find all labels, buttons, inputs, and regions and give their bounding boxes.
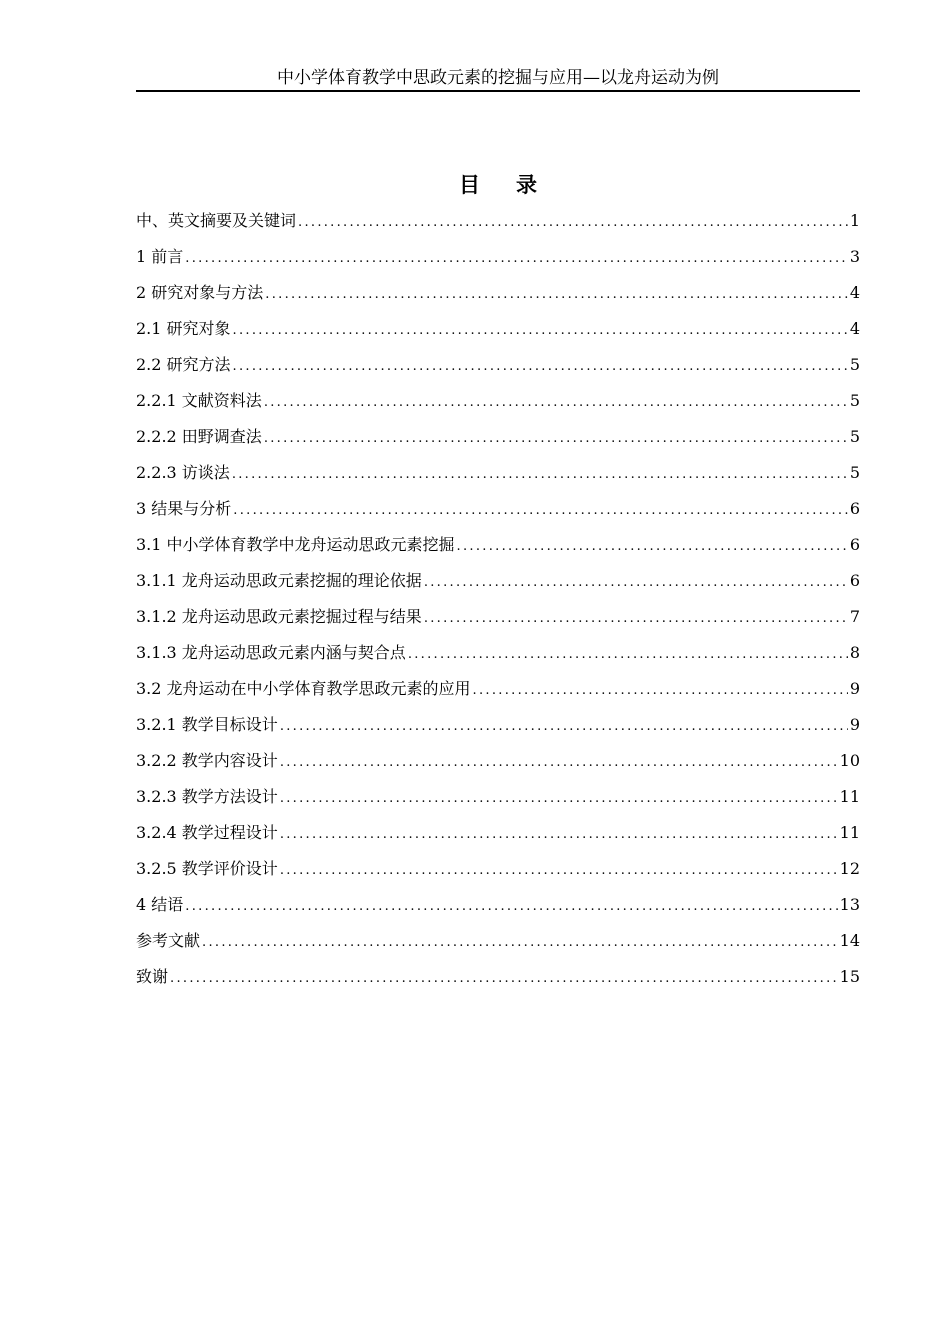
toc-entry[interactable]: [136, 349, 860, 385]
toc-entry-number: 2: [136, 283, 152, 302]
toc-entry[interactable]: [136, 529, 860, 565]
toc-entry-page-number: 8: [849, 643, 860, 662]
toc-entry[interactable]: [136, 961, 860, 997]
toc-dot-leader: [457, 534, 848, 560]
toc-entry-page-number: 6: [849, 571, 860, 590]
toc-entry[interactable]: [136, 421, 860, 457]
toc-entry-title: 中、英文摘要及关键词: [136, 211, 297, 230]
toc-entry-page-number: 10: [839, 751, 860, 770]
toc-entry-page-number: 14: [839, 931, 860, 950]
toc-entry-title: 研究对象: [166, 319, 231, 338]
toc-entry-page-number: 5: [849, 463, 860, 482]
toc-dot-leader: [185, 894, 837, 920]
toc-entry-number: 3.1: [136, 535, 167, 554]
toc-dot-leader: [202, 930, 838, 956]
toc-entry-number: 2.2: [136, 355, 167, 374]
toc-dot-leader: [232, 462, 848, 488]
toc-entry-title: 中小学体育教学中龙舟运动思政元素挖掘: [166, 535, 455, 554]
toc-entry-title: 龙舟运动在中小学体育教学思政元素的应用: [166, 679, 471, 698]
toc-dot-leader: [280, 786, 838, 812]
toc-dot-leader: [233, 354, 848, 380]
toc-dot-leader: [424, 570, 848, 596]
toc-entry[interactable]: [136, 853, 860, 889]
toc-entry-number: 3.2.2: [136, 751, 182, 770]
toc-entry-page-number: 4: [849, 283, 860, 302]
toc-entry-title: 访谈法: [181, 463, 230, 482]
toc-dot-leader: [280, 858, 838, 884]
toc-entry-number: 3.2.5: [136, 859, 182, 878]
toc-dot-leader: [264, 426, 848, 452]
toc-entry-page-number: 5: [849, 391, 860, 410]
toc-entry-title: 前言: [151, 247, 184, 266]
toc-dot-leader: [280, 714, 848, 740]
toc-entry-title: 龙舟运动思政元素内涵与契合点: [181, 643, 406, 662]
toc-entry[interactable]: [136, 241, 860, 277]
toc-dot-leader: [408, 642, 848, 668]
toc-entry-number: 2.2.2: [136, 427, 182, 446]
toc-entry-number: 2.2.3: [136, 463, 182, 482]
toc-entry-title: 教学目标设计: [181, 715, 278, 734]
toc-entry-page-number: 5: [849, 427, 860, 446]
header-rule: [136, 90, 860, 92]
toc-entry-title: 结果与分析: [151, 499, 232, 518]
toc-dot-leader: [280, 822, 838, 848]
toc-entry-title: 结语: [151, 895, 184, 914]
toc-entry-number: 3: [136, 499, 152, 518]
toc-entry-number: 2.2.1: [136, 391, 182, 410]
toc-entry-number: 3.2.3: [136, 787, 182, 806]
toc-entry-page-number: 13: [839, 895, 860, 914]
toc-entry-title: 教学过程设计: [181, 823, 278, 842]
toc-entry[interactable]: [136, 637, 860, 673]
toc-dot-leader: [265, 282, 848, 308]
toc-entry[interactable]: [136, 673, 860, 709]
toc-entry-title: 龙舟运动思政元素挖掘过程与结果: [181, 607, 422, 626]
toc-dot-leader: [424, 606, 848, 632]
toc-entry-page-number: 9: [849, 679, 860, 698]
toc-entry-page-number: 11: [839, 787, 860, 806]
toc-entry-number: 4: [136, 895, 152, 914]
toc-entry-number: 3.1.1: [136, 571, 182, 590]
toc-entry-page-number: 15: [839, 967, 860, 986]
toc-entry-page-number: 1: [849, 211, 860, 230]
toc-dot-leader: [280, 750, 838, 776]
toc-entry-page-number: 5: [849, 355, 860, 374]
toc-entry[interactable]: [136, 493, 860, 529]
toc-entry-page-number: 12: [839, 859, 860, 878]
toc-entry[interactable]: [136, 457, 860, 493]
toc-entry[interactable]: [136, 817, 860, 853]
toc-dot-leader: [473, 678, 848, 704]
table-of-contents: [136, 205, 860, 997]
toc-entry[interactable]: [136, 925, 860, 961]
toc-entry-number: 3.2: [136, 679, 167, 698]
toc-entry-title: 教学方法设计: [181, 787, 278, 806]
toc-entry-title: 龙舟运动思政元素挖掘的理论依据: [181, 571, 422, 590]
toc-entry-title: 参考文献: [136, 931, 201, 950]
toc-entry-number: 3.2.4: [136, 823, 182, 842]
toc-dot-leader: [170, 966, 838, 992]
toc-entry-title: 田野调查法: [181, 427, 262, 446]
toc-entry[interactable]: [136, 385, 860, 421]
toc-entry[interactable]: [136, 781, 860, 817]
toc-entry-page-number: 6: [849, 535, 860, 554]
toc-entry[interactable]: [136, 277, 860, 313]
toc-entry-number: 3.1.3: [136, 643, 182, 662]
toc-entry-title: 研究方法: [166, 355, 231, 374]
toc-entry-number: 3.2.1: [136, 715, 182, 734]
toc-dot-leader: [233, 498, 848, 524]
toc-entry-title: 研究对象与方法: [151, 283, 264, 302]
toc-entry-page-number: 11: [839, 823, 860, 842]
toc-entry[interactable]: [136, 601, 860, 637]
toc-entry-title: 教学内容设计: [181, 751, 278, 770]
toc-entry-number: 1: [136, 247, 152, 266]
toc-entry-number: 3.1.2: [136, 607, 182, 626]
toc-entry[interactable]: [136, 745, 860, 781]
toc-entry[interactable]: [136, 205, 860, 241]
toc-dot-leader: [185, 246, 848, 272]
toc-entry-page-number: 3: [849, 247, 860, 266]
toc-entry[interactable]: [136, 313, 860, 349]
toc-entry-title: 文献资料法: [181, 391, 262, 410]
toc-entry[interactable]: [136, 565, 860, 601]
toc-entry-page-number: 7: [849, 607, 860, 626]
toc-entry[interactable]: [136, 709, 860, 745]
toc-title: 目录: [459, 173, 573, 197]
toc-dot-leader: [298, 210, 848, 236]
toc-dot-leader: [264, 390, 848, 416]
toc-entry[interactable]: [136, 889, 860, 925]
toc-entry-page-number: 4: [849, 319, 860, 338]
toc-dot-leader: [233, 318, 848, 344]
toc-entry-page-number: 9: [849, 715, 860, 734]
toc-entry-title: 致谢: [136, 967, 169, 986]
toc-entry-page-number: 6: [849, 499, 860, 518]
toc-entry-number: 2.1: [136, 319, 167, 338]
running-header: 中小学体育教学中思政元素的挖掘与应用—以龙舟运动为例: [277, 68, 719, 88]
toc-entry-title: 教学评价设计: [181, 859, 278, 878]
